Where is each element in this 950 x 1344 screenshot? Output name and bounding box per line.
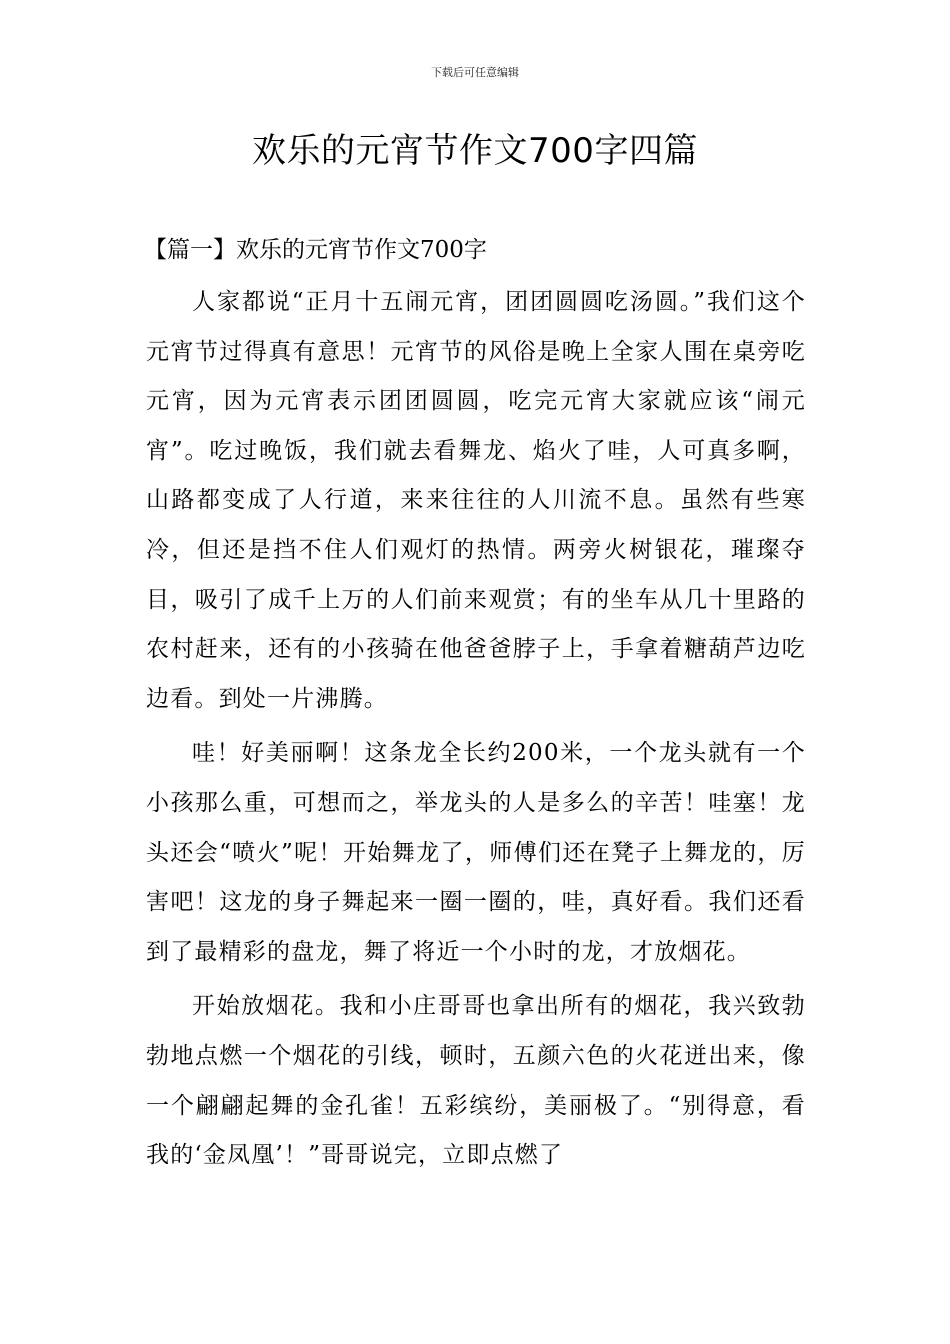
document-title: 欢乐的元宵节作文700字四篇 (252, 131, 698, 171)
header-note: 下载后可任意编辑 (431, 66, 519, 79)
paragraph-2: 哇！好美丽啊！这条龙全长约200米，一个龙头就有一个小孩那么重，可想而之，举龙头的人是多么的辛苦！哇塞！龙头还会“喷火”呢！开始舞龙了，师傅们还在凳子上舞龙的，厉害吧！这龙的身子舞起来一圈一圈的，哇，真好看。我们还看到了最精彩的盘龙，舞了将近一个小时的龙，才放烟花。 (146, 740, 806, 965)
paragraph-3: 开始放烟花。我和小庄哥哥也拿出所有的烟花，我兴致勃勃地点燃一个烟花的引线，顿时，五颜六色的火花迸出来，像一个翩翩起舞的金孔雀！五彩缤纷，美丽极了。“别得意，看我的‘金凤凰’！”哥哥说完，立即点燃了 (146, 993, 806, 1169)
section-heading: 【篇一】欢乐的元宵节作文700字 (144, 237, 487, 263)
paragraph-1: 人家都说“正月十五闹元宵，团团圆圆吃汤圆。”我们这个元宵节过得真有意思！元宵节的风俗是晚上全家人围在桌旁吃元宵，因为元宵表示团团圆圆，吃完元宵大家就应该“闹元宵”。吃过晚饭，我们就去看舞龙、焰火了哇，人可真多啊，山路都变成了人行道，来来往往的人川流不息。虽然有些寒冷，但还是挡不住人们观灯的热情。两旁火树银花，璀璨夺目，吸引了成千上万的人们前来观赏；有的坐车从几十里路的农村赶来，还有的小孩骑在他爸爸脖子上，手拿着糖葫芦边吃边看。到处一片沸腾。 (146, 289, 806, 712)
document-body (146, 228, 806, 1181)
